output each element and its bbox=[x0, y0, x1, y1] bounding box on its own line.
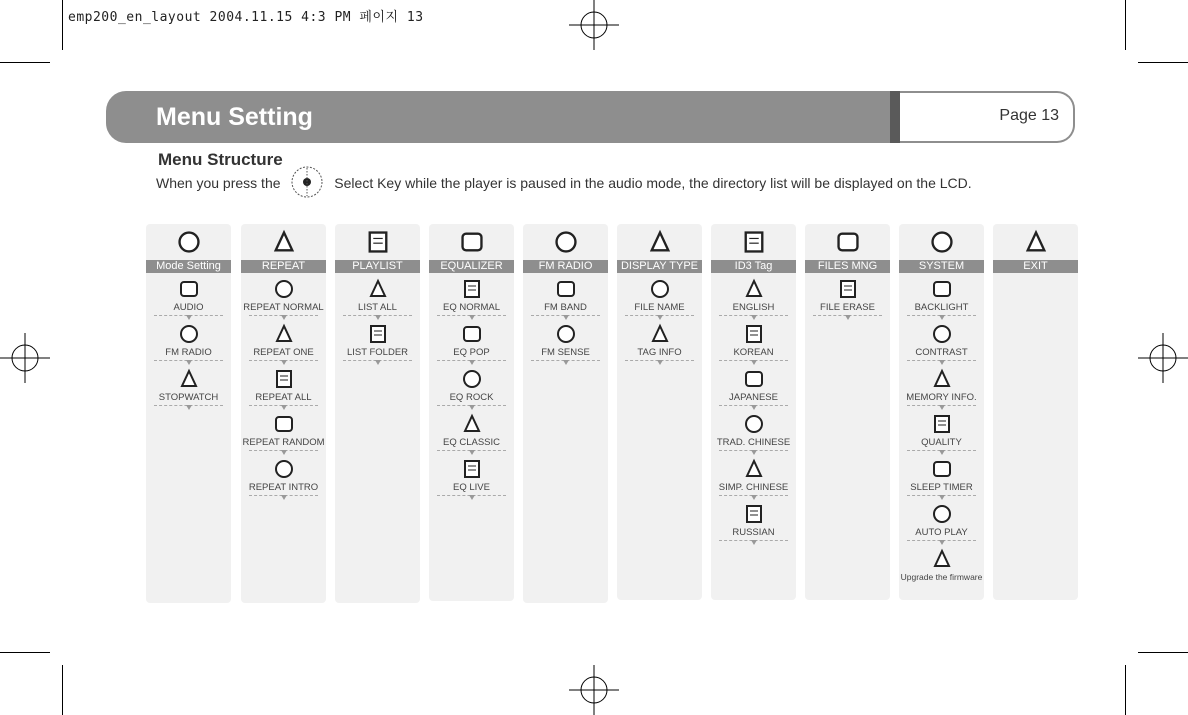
menu-column-title: FM RADIO bbox=[523, 260, 608, 273]
menu-item bbox=[523, 318, 608, 363]
menu-item bbox=[899, 318, 984, 363]
firmware-icon bbox=[931, 548, 953, 570]
menu-column-title: REPEAT bbox=[241, 260, 326, 273]
menu-item bbox=[899, 543, 984, 588]
eraser-icon bbox=[837, 278, 859, 300]
menu-item-label: REPEAT RANDOM bbox=[242, 437, 325, 448]
page-number: Page 13 bbox=[999, 107, 1059, 124]
menu-item bbox=[429, 273, 514, 318]
menu-item bbox=[899, 273, 984, 318]
menu-item-label: LIST FOLDER bbox=[346, 347, 409, 358]
menu-column-title: FILES MNG bbox=[805, 260, 890, 273]
crop-mark bbox=[62, 0, 63, 50]
menu-column-title: DISPLAY TYPE bbox=[617, 260, 702, 273]
repeat-normal-icon bbox=[273, 278, 295, 300]
menu-item bbox=[146, 363, 231, 408]
menu-column bbox=[241, 224, 326, 603]
menu-item bbox=[241, 408, 326, 453]
menu-column bbox=[146, 224, 231, 603]
note-mode-icon bbox=[176, 229, 202, 255]
menu-item-label: REPEAT ALL bbox=[255, 392, 312, 403]
crop-mark bbox=[0, 62, 50, 63]
down-arrow-icon bbox=[281, 495, 287, 500]
auto-play-icon bbox=[931, 503, 953, 525]
eq-live-icon bbox=[461, 458, 483, 480]
exit-icon bbox=[1023, 229, 1049, 255]
menu-item bbox=[335, 273, 420, 318]
registration-mark-icon bbox=[569, 665, 619, 715]
down-arrow-icon bbox=[563, 360, 569, 365]
intro-text bbox=[156, 175, 972, 191]
menu-item-label: REPEAT ONE bbox=[253, 347, 314, 358]
english-icon bbox=[743, 278, 765, 300]
trad-chinese-icon bbox=[743, 413, 765, 435]
menu-column bbox=[523, 224, 608, 603]
menu-column-header bbox=[617, 224, 702, 260]
menu-item bbox=[711, 363, 796, 408]
menu-item bbox=[523, 273, 608, 318]
headphones-icon bbox=[459, 229, 485, 255]
down-arrow-icon bbox=[186, 405, 192, 410]
menu-column-title: Mode Setting bbox=[146, 260, 231, 273]
menu-item-label: EQ NORMAL bbox=[442, 302, 500, 313]
menu-column-header bbox=[241, 224, 326, 260]
simp-chinese-icon bbox=[743, 458, 765, 480]
down-arrow-icon bbox=[375, 360, 381, 365]
menu-item bbox=[146, 273, 231, 318]
quality-icon bbox=[931, 413, 953, 435]
menu-item bbox=[429, 408, 514, 453]
menu-item bbox=[429, 318, 514, 363]
menu-column-title: SYSTEM bbox=[899, 260, 984, 273]
radio-icon bbox=[553, 229, 579, 255]
menu-item-label: REPEAT NORMAL bbox=[243, 302, 324, 313]
menu-item-label: EQ POP bbox=[453, 347, 490, 358]
menu-item bbox=[711, 498, 796, 543]
eq-nor-icon bbox=[461, 278, 483, 300]
sleep-timer-icon bbox=[931, 458, 953, 480]
menu-item-label: FM BAND bbox=[544, 302, 587, 313]
menu-column-header bbox=[146, 224, 231, 260]
contrast-icon bbox=[931, 323, 953, 345]
repeat-arrows-icon bbox=[271, 229, 297, 255]
fm-icon bbox=[178, 323, 200, 345]
korean-icon bbox=[743, 323, 765, 345]
menu-column bbox=[711, 224, 796, 600]
menu-column bbox=[899, 224, 984, 600]
menu-item bbox=[899, 363, 984, 408]
crop-mark bbox=[1125, 665, 1126, 715]
menu-column-header bbox=[711, 224, 796, 260]
menu-item bbox=[335, 318, 420, 363]
menu-item bbox=[241, 273, 326, 318]
menu-column-header bbox=[805, 224, 890, 260]
menu-item-label: SLEEP TIMER bbox=[910, 482, 973, 493]
menu-item-label: ENGLISH bbox=[732, 302, 775, 313]
menu-item-label: TRAD. CHINESE bbox=[716, 437, 791, 448]
menu-item bbox=[241, 318, 326, 363]
registration-mark-icon bbox=[0, 333, 50, 383]
menu-column-header bbox=[335, 224, 420, 260]
down-arrow-icon bbox=[751, 540, 757, 545]
menu-column-header bbox=[993, 224, 1078, 260]
fm-band-icon bbox=[555, 278, 577, 300]
stopwatch-icon bbox=[178, 368, 200, 390]
section-title: Menu Structure bbox=[158, 150, 283, 169]
playlist-icon bbox=[365, 229, 391, 255]
menu-item-label: AUTO PLAY bbox=[915, 527, 968, 538]
eq-classic-icon bbox=[461, 413, 483, 435]
repeat-one-icon bbox=[273, 323, 295, 345]
crop-mark bbox=[0, 652, 50, 653]
intro-before: When you press the bbox=[156, 175, 281, 191]
menu-item-label: EQ CLASSIC bbox=[442, 437, 501, 448]
menu-item bbox=[899, 453, 984, 498]
menu-item-label: FM RADIO bbox=[165, 347, 212, 358]
menu-item-label: LIST ALL bbox=[358, 302, 397, 313]
menu-column-header bbox=[899, 224, 984, 260]
menu-item-label: TAG INFO bbox=[637, 347, 682, 358]
menu-item-label: JAPANESE bbox=[729, 392, 778, 403]
menu-column-title: EQUALIZER bbox=[429, 260, 514, 273]
repeat-all-icon bbox=[273, 368, 295, 390]
menu-item bbox=[617, 318, 702, 363]
menu-item-label: FILE NAME bbox=[634, 302, 685, 313]
menu-item-label: MEMORY INFO. bbox=[906, 392, 977, 403]
menu-item bbox=[241, 363, 326, 408]
menu-item bbox=[146, 318, 231, 363]
menu-item bbox=[429, 453, 514, 498]
menu-item-label: FILE ERASE bbox=[820, 302, 875, 313]
eq-pop-icon bbox=[461, 323, 483, 345]
crop-mark bbox=[1138, 652, 1188, 653]
down-arrow-icon bbox=[657, 360, 663, 365]
menu-column-header bbox=[429, 224, 514, 260]
menu-item-label: FM SENSE bbox=[541, 347, 590, 358]
registration-mark-icon bbox=[569, 0, 619, 50]
menu-item-label: KOREAN bbox=[733, 347, 774, 358]
menu-item-label: STOPWATCH bbox=[158, 392, 219, 403]
tag-info-icon bbox=[649, 323, 671, 345]
menu-item bbox=[711, 453, 796, 498]
menu-item bbox=[241, 453, 326, 498]
mp3-note-icon bbox=[178, 278, 200, 300]
menu-item-label: SIMP. CHINESE bbox=[718, 482, 789, 493]
menu-item bbox=[711, 408, 796, 453]
menu-column bbox=[617, 224, 702, 600]
menu-column-header bbox=[523, 224, 608, 260]
menu-item bbox=[711, 318, 796, 363]
select-key-icon bbox=[290, 165, 324, 199]
menu-item-label: EQ ROCK bbox=[449, 392, 494, 403]
repeat-random-icon bbox=[273, 413, 295, 435]
menu-item bbox=[805, 273, 890, 318]
id3-tag-icon bbox=[741, 229, 767, 255]
menu-item-label: AUDIO bbox=[173, 302, 204, 313]
display-id-icon bbox=[647, 229, 673, 255]
menu-column bbox=[335, 224, 420, 603]
crop-mark bbox=[62, 665, 63, 715]
menu-item-label: CONTRAST bbox=[915, 347, 968, 358]
menu-item-label: QUALITY bbox=[921, 437, 962, 448]
registration-mark-icon bbox=[1138, 333, 1188, 383]
file-name-icon bbox=[649, 278, 671, 300]
menu-column bbox=[429, 224, 514, 601]
menu-column bbox=[993, 224, 1078, 600]
page-header bbox=[106, 91, 1077, 143]
repeat-intro-icon bbox=[273, 458, 295, 480]
menu-item-label: EQ LIVE bbox=[453, 482, 490, 493]
files-mng-icon bbox=[835, 229, 861, 255]
memory-info-icon bbox=[931, 368, 953, 390]
folder-icon bbox=[367, 323, 389, 345]
down-arrow-icon bbox=[469, 495, 475, 500]
menu-item bbox=[899, 408, 984, 453]
print-slug: emp200_en_layout 2004.11.15 4:3 PM 페이지 13 bbox=[68, 10, 424, 25]
page-title: Menu Setting bbox=[156, 103, 313, 131]
menu-item bbox=[711, 273, 796, 318]
menu-item bbox=[617, 273, 702, 318]
menu-column-title: EXIT bbox=[993, 260, 1078, 273]
menu-item bbox=[899, 498, 984, 543]
menu-column-title: PLAYLIST bbox=[335, 260, 420, 273]
crop-mark bbox=[1125, 0, 1126, 50]
menu-column bbox=[805, 224, 890, 600]
intro-after: Select Key while the player is paused in the audio mode, the directory list will be displayed on the LCD. bbox=[334, 175, 972, 191]
crop-mark bbox=[1138, 62, 1188, 63]
menu-column-title: ID3 Tag bbox=[711, 260, 796, 273]
down-arrow-icon bbox=[845, 315, 851, 320]
fm-sense-icon bbox=[555, 323, 577, 345]
menu-item-label: BACKLIGHT bbox=[914, 302, 969, 313]
russian-icon bbox=[743, 503, 765, 525]
backlight-icon bbox=[931, 278, 953, 300]
list-all-icon bbox=[367, 278, 389, 300]
menu-item-label: REPEAT INTRO bbox=[248, 482, 319, 493]
menu-item-label: Upgrade the firmware bbox=[900, 572, 983, 582]
header-divider bbox=[890, 91, 900, 143]
system-gear-icon bbox=[929, 229, 955, 255]
japanese-icon bbox=[743, 368, 765, 390]
menu-item-label: RUSSIAN bbox=[732, 527, 775, 538]
eq-rock-icon bbox=[461, 368, 483, 390]
menu-item bbox=[429, 363, 514, 408]
